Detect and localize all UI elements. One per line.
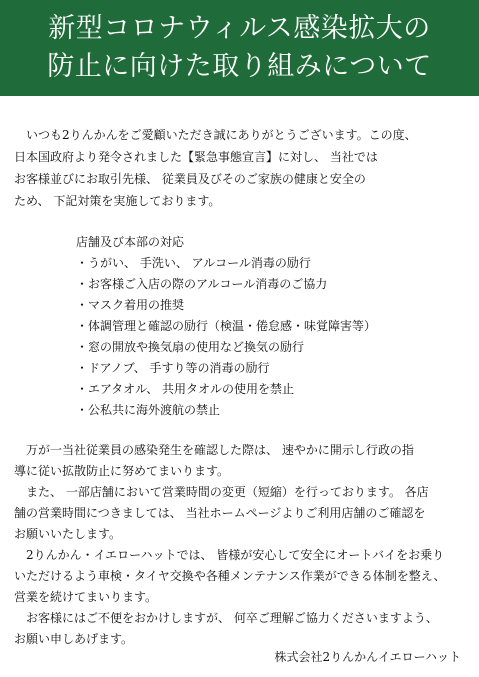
notice-line: お客様にはご不便をおかけしますが、 何卒ご理解ご協力くださいますよう、 (14, 611, 438, 625)
company-signature: 株式会社2りんかんイエローハット (274, 650, 461, 664)
intro-line: ため、 下記対策を実施しております。 (14, 194, 221, 208)
notice-line: 導に従い拡散防止に努めてまいります。 (14, 464, 230, 478)
measures-list (76, 253, 456, 421)
measures-heading: 店舗及び本部の対応 (76, 235, 185, 249)
list-item: ・公私共に海外渡航の禁止 (76, 403, 221, 417)
list-item: ・体調管理と確認の励行（検温・倦怠感・味覚障害等） (76, 319, 377, 333)
intro-line: お客様並びにお取引先様、 従業員及びそのご家族の健康と安全の (14, 172, 366, 186)
page-title-line-2: 防止に向けた取り組みについて (47, 51, 432, 82)
notice-line: 2りんかん・イエローハットでは、 皆様が安心して安全にオートバイをお乗り (14, 548, 445, 562)
list-item: ・窓の開放や換気扇の使用など換気の励行 (76, 340, 305, 354)
notice-line: お願いいたします。 (14, 527, 122, 541)
list-item: ・うがい、 手洗い、 アルコール消毒の励行 (76, 256, 311, 270)
intro-line: 日本国政府より発令されました【緊急事態宣言】に対し、 当社では (14, 150, 378, 164)
measures-section (76, 232, 456, 421)
intro-paragraph (14, 124, 466, 212)
list-item: ・ドアノブ、 手すり等の消毒の励行 (76, 361, 270, 375)
notice-line: 万が一当社従業員の感染発生を確認した際は、 速やかに開示し行政の指 (14, 443, 414, 457)
notice-line: 舗の営業時間につきましては、 当社ホームページよりご利用店舗のご確認を (14, 506, 426, 520)
list-item: ・エアタオル、 共用タオルの使用を禁止 (76, 382, 295, 396)
page-title-line-1: 新型コロナウィルス感染拡大の (48, 13, 431, 44)
title-banner (0, 0, 479, 96)
notice-line: また、 一部店舗において営業時間の変更（短縮）を行っております。 各店 (14, 485, 429, 499)
intro-line: いつも2りんかんをご愛顧いただき誠にありがとうございます。この度、 (14, 128, 417, 142)
notice-line: いただけるよう車検・タイヤ交換や各種メンテナンス作業ができる体制を整え、 (14, 569, 446, 583)
list-item: ・マスク着用の推奨 (76, 298, 185, 312)
notice-line: 営業を続けてまいります。 (14, 590, 158, 604)
notice-paragraph (14, 440, 466, 650)
notice-line: お願い申しあげます。 (14, 632, 134, 646)
list-item: ・お客様ご入店の際のアルコール消毒のご協力 (76, 277, 328, 291)
